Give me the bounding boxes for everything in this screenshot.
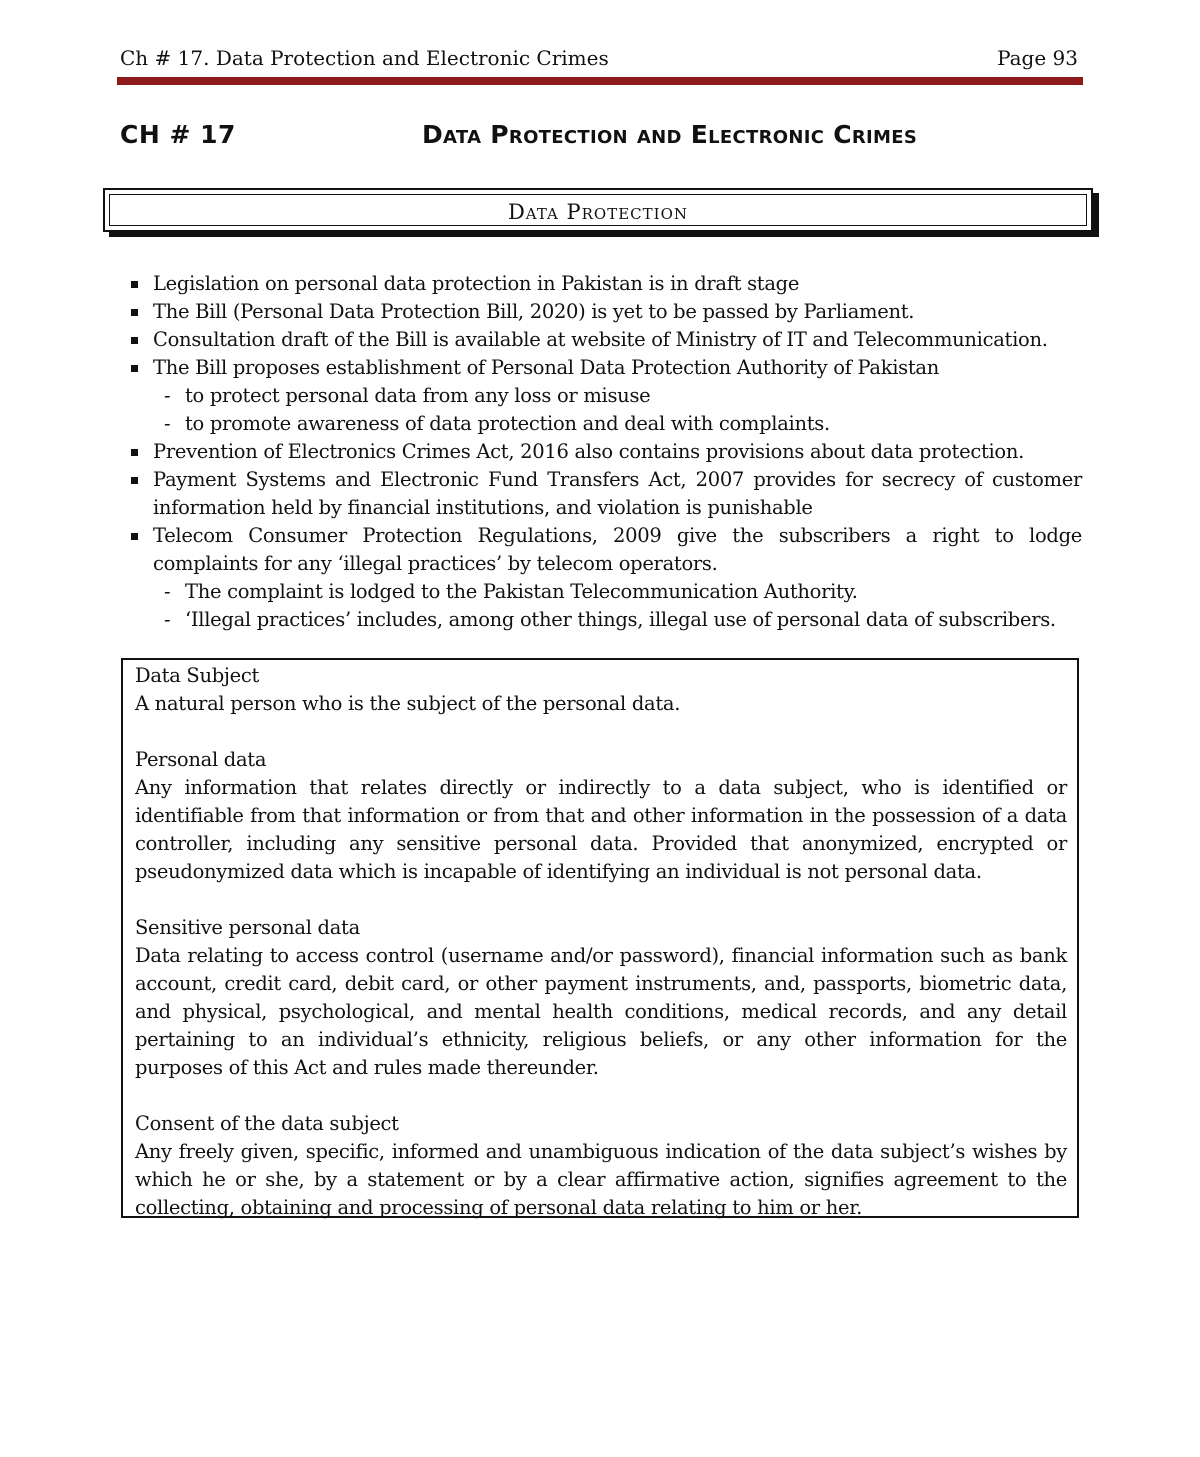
sub-list-item-text: to protect personal data from any loss or misuse	[185, 384, 651, 407]
definition-term: Sensitive personal data	[135, 916, 360, 939]
page-number: Page 93	[997, 46, 1078, 70]
list-item-text: Telecom Consumer Protection Regulations, 2009 give the subscribers a right to lodge complaints for any ‘illegal practices’ by telecom operators.	[153, 524, 1082, 575]
list-item-text: Consultation draft of the Bill is available at website of Ministry of IT and Telecommunication.	[153, 328, 1048, 351]
list-item-text: The Bill (Personal Data Protection Bill, 2020) is yet to be passed by Parliament.	[153, 300, 915, 323]
section-heading-box	[103, 188, 1093, 232]
definition-text: Any information that relates directly or indirectly to a data subject, who is identified or identifiable from that information or from that and other information in the possession of a data controller, including any sensitive personal data. Provided that anonymized, encrypted or pseudonymized data which is incapable of identifying an individual is not personal data.	[135, 776, 1067, 883]
definition-term: Data Subject	[135, 664, 260, 687]
running-header-title: Ch # 17. Data Protection and Electronic Crimes	[120, 46, 609, 70]
chapter-title: Data Protection and Electronic Crimes	[422, 120, 918, 149]
definition-term: Personal data	[135, 748, 267, 771]
sub-list-item	[120, 606, 1082, 634]
definition	[135, 662, 1067, 718]
sub-list-item	[120, 382, 1082, 410]
definition	[135, 1110, 1067, 1222]
definition-text: Any freely given, specific, informed and unambiguous indication of the data subject’s wishes by which he or she, by a statement or by a clear affirmative action, signifies agreement to the collecting, obtaining and processing of personal data relating to him or her.	[135, 1140, 1067, 1219]
definition-term: Consent of the data subject	[135, 1112, 399, 1135]
sub-list-item	[120, 578, 1082, 606]
sub-list-item-text: to promote awareness of data protection and deal with complaints.	[185, 412, 830, 435]
sub-list-item	[120, 410, 1082, 438]
list-item	[120, 522, 1082, 578]
chapter-heading	[120, 120, 1080, 154]
list-item	[120, 438, 1082, 466]
list-item	[120, 466, 1082, 522]
section-title: Data Protection	[507, 200, 689, 224]
bullet-list	[120, 270, 1082, 634]
definition	[135, 914, 1067, 1082]
list-item-text: The Bill proposes establishment of Personal Data Protection Authority of Pakistan	[153, 356, 940, 379]
sub-list-item-text: ‘Illegal practices’ includes, among other things, illegal use of personal data of subscribers.	[185, 608, 1056, 631]
definition-text: A natural person who is the subject of the personal data.	[135, 692, 681, 715]
list-item-text: Payment Systems and Electronic Fund Transfers Act, 2007 provides for secrecy of customer information held by financial institutions, and violation is punishable	[153, 468, 1082, 519]
list-item	[120, 354, 1082, 382]
list-item	[120, 270, 1082, 298]
definitions-box	[121, 658, 1079, 1218]
sub-list-item-text: The complaint is lodged to the Pakistan Telecommunication Authority.	[185, 580, 858, 603]
list-item-text: Prevention of Electronics Crimes Act, 2016 also contains provisions about data protection.	[153, 440, 1025, 463]
definition	[135, 746, 1067, 886]
definitions-content	[135, 662, 1067, 1250]
chapter-number: CH # 17	[120, 120, 236, 149]
list-item	[120, 298, 1082, 326]
header-divider	[117, 77, 1083, 85]
definition-text: Data relating to access control (username and/or password), financial information such as bank account, credit card, debit card, or other payment instruments, and, passports, biometric data, and physical, psychological, and mental health conditions, medical records, and any detail pertaining to an individual’s ethnicity, religious beliefs, or any other information for the purposes of this Act and rules made thereunder.	[135, 944, 1067, 1079]
running-header	[120, 46, 1080, 74]
list-item	[120, 326, 1082, 354]
list-item-text: Legislation on personal data protection in Pakistan is in draft stage	[153, 272, 800, 295]
